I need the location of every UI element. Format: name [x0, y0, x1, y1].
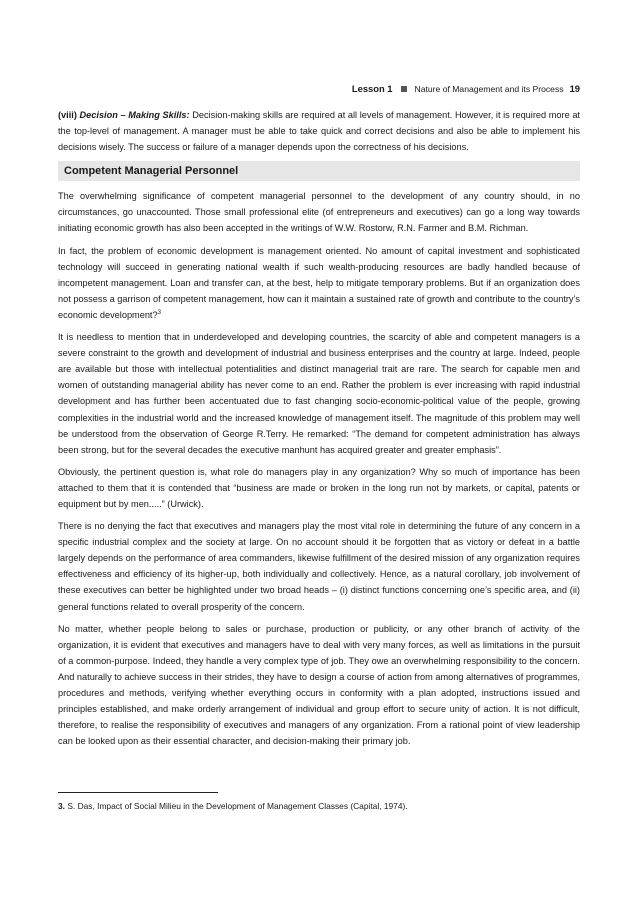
- skill-name: Decision – Making Skills:: [79, 110, 190, 120]
- lesson-label: Lesson 1: [351, 83, 393, 94]
- skill-text: Decision-making skills are required at all levels of management. However, it is required more at the top-level of management. A manager must be able to take quick and correct decisions and also be able to implement his decisions wisely. The success or failure of a manager depends upon the correctness of his decisions.: [58, 110, 580, 153]
- paragraph-1: The overwhelming significance of competent managerial personnel to the development of any country should, in no circumstances, go unaccounted. Those small professional elite (of entrepreneurs and executives) can go a long way towards initiating economic growth has also been accepted in the writings of W.W. Rostorw, R.N. Farmer and B.M. Richman.: [58, 191, 580, 234]
- skill-number: (viii): [58, 110, 77, 120]
- footnote: [58, 800, 580, 812]
- paragraph-2: [58, 243, 580, 323]
- section-heading: Competent Managerial Personnel: [58, 161, 580, 181]
- skill-heading: [58, 110, 190, 120]
- document-page: [58, 0, 580, 903]
- body-text: [58, 107, 580, 755]
- paragraph-2-text: In fact, the problem of economic development is management oriented. No amount of capital investment and sophisticated technology will succeed in generating national wealth if such wealth-producing resources are badly handled because of incompetent management. Loan and transfer can, at the best, help to mitigate temporary problems. But if an organization does not possess a garrison of competent management, how can it maintain a sustained rate of growth and contribute to the country’s economic development?: [58, 245, 580, 320]
- paragraph-5: There is no denying the fact that executives and managers play the most vital role in determining the future of any concern in a specific industrial complex and the society at large. On no account should it be forgotten that as victory or defeat in a battle largely depends on the performance of area commanders, likewise fulfillment of the desired mission of any organization requires effectiveness and efficiency of its higher-up, both individually and collectively. Hence, as a natural corollary, job involvement of these executives can better be highlighted under two broad heads – (i) distinct functions concerning one’s specific area, and (ii) general functions related to overall prosperity of the concern.: [58, 521, 580, 612]
- footnote-reference[interactable]: 3: [157, 309, 161, 316]
- paragraph-4: Obviously, the pertinent question is, what role do managers play in any organization? Why so much of importance has been attached to them that it is contended that “business are made or broken in the long run not by markets, or capital, patents or equipment but by men.....” (Urwick).: [58, 466, 580, 509]
- footnote-divider: [58, 792, 218, 793]
- page-number: 19: [569, 83, 580, 94]
- running-header: [352, 83, 580, 95]
- paragraph-3: It is needless to mention that in underdeveloped and developing countries, the scarcity of able and competent managers is a severe constraint to the growth and development of industrial and business enterprises and the country at large. Indeed, people are available but those with intellectual potentialities and distinct managerial trait are rare. The search for capable men and women of outstanding managerial ability has never come to an end. Rather the problem is ever increasing with rapid industrial development and has further been accentuated due to fast changing socio-economic-political value of the people, growing complexities in the industrial world and the increased knowledge of management itself. The magnitude of this problem may well be understood from the observation of George R.Terry. He remarked: “The demand for competent administration has always been strong, but for the several decades the executive manhunt has acquired greater and greater emphasis”.: [58, 332, 580, 455]
- square-bullet-icon: [401, 86, 407, 92]
- paragraph-6: No matter, whether people belong to sales or purchase, production or publicity, or any other branch of activity of the organization, it is evident that executives and managers have to deal with very many forces, as well as limitations in the pursuit of a common-purpose. Indeed, they handle a very complex type of job. They owe an overwhelming responsibility to the concern. And naturally to achieve success in their strides, they have to design a course of action from among alternatives of programmes, procedures and methods, verifying whether everything occurs in conformity with a plan adopted, instructions issued and principles established, and make orderly arrangement of individual and group effort to secure unity of action. It is not difficult, therefore, to realise the responsibility of executives and managers of any organization. From a rational point of view leadership can be looked upon as their essential character, and decision-making their primary job.: [58, 623, 580, 747]
- footnote-text: S. Das, Impact of Social Milieu in the Development of Management Classes (Capital, 1974).: [65, 801, 408, 811]
- footnote-number: 3.: [58, 801, 65, 811]
- decision-skills-paragraph: [58, 107, 580, 155]
- lesson-title: Nature of Management and its Process: [414, 84, 564, 94]
